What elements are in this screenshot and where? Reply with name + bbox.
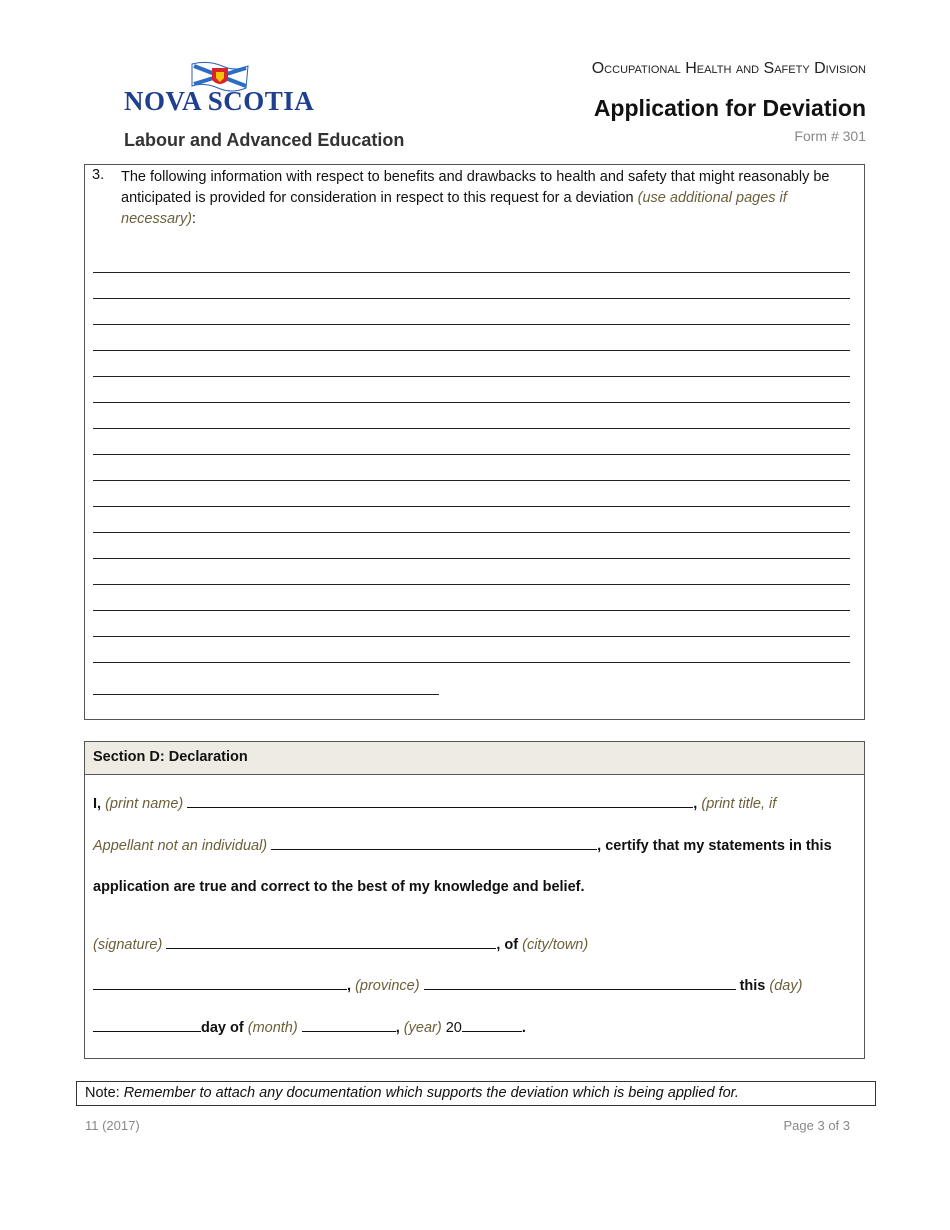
answer-line[interactable]	[93, 662, 850, 663]
answer-line[interactable]	[93, 272, 850, 273]
city-town-field[interactable]	[93, 977, 347, 990]
province-label: (province)	[355, 978, 420, 994]
answer-line[interactable]	[93, 506, 850, 507]
answer-line[interactable]	[93, 558, 850, 559]
answer-line[interactable]	[93, 480, 850, 481]
answer-line[interactable]	[93, 584, 850, 585]
declaration-row-6	[93, 1019, 526, 1036]
section-d-heading: Section D: Declaration	[85, 742, 864, 775]
answer-line[interactable]	[93, 428, 850, 429]
print-name-label: (print name)	[105, 796, 184, 812]
day-field[interactable]	[93, 1019, 201, 1032]
answer-line[interactable]	[93, 454, 850, 455]
logo	[124, 58, 405, 158]
month-field[interactable]	[302, 1019, 396, 1032]
day-label: (day)	[769, 978, 803, 994]
comma: ,	[693, 796, 698, 812]
note-text: Remember to attach any documentation which supports the deviation which is being applied for.	[123, 1085, 739, 1101]
question-body: The following information with respect to benefits and drawbacks to health and safety that might reasonably be anticipated is provided for consideration in respect to this request for a deviation	[121, 169, 830, 206]
form-number: Form # 301	[794, 128, 866, 144]
attachment-note	[76, 1081, 876, 1106]
signature-label: (signature)	[93, 937, 163, 953]
question-text	[121, 167, 841, 230]
question-colon: :	[191, 211, 196, 227]
answer-line[interactable]	[93, 610, 850, 611]
declaration-row-5	[93, 977, 802, 994]
declaration-row-2	[93, 837, 832, 854]
answer-line[interactable]	[93, 636, 850, 637]
month-label: (month)	[247, 1020, 298, 1036]
print-title-label: (print title, if	[701, 796, 777, 812]
of-text: , of	[496, 937, 519, 953]
print-name-field[interactable]	[187, 795, 693, 808]
footer-page-number: Page 3 of 3	[783, 1118, 850, 1133]
answer-line[interactable]	[93, 376, 850, 377]
province-field[interactable]	[424, 977, 736, 990]
period: .	[521, 1020, 526, 1036]
section-d-box	[84, 741, 865, 1059]
question-note: (use additional pages if necessary)	[121, 190, 787, 227]
page-title: Application for Deviation	[593, 95, 866, 121]
logo-text: NOVA SCOTIA	[124, 86, 315, 116]
question-number: 3.	[92, 167, 105, 183]
print-title-field[interactable]	[271, 837, 597, 850]
note-label: Note:	[85, 1085, 120, 1101]
signature-field[interactable]	[166, 936, 496, 949]
section-3-box	[84, 164, 865, 720]
answer-line[interactable]	[93, 324, 850, 325]
answer-line[interactable]	[93, 532, 850, 533]
answer-line[interactable]	[93, 350, 850, 351]
answer-line-short[interactable]	[93, 694, 439, 695]
comma-2: ,	[347, 978, 352, 994]
footer-revision: 11 (2017)	[85, 1118, 140, 1133]
appellant-label: Appellant not an individual)	[93, 838, 268, 854]
division-name: Occupational Health and Safety Division	[591, 60, 866, 77]
year-field[interactable]	[462, 1019, 522, 1032]
declaration-row-1	[93, 795, 776, 812]
this-text: this	[739, 978, 766, 994]
department-name: Labour and Advanced Education	[124, 130, 405, 150]
declaration-statement: application are true and correct to the best of my knowledge and belief.	[93, 879, 585, 895]
day-of-text: day of	[201, 1020, 244, 1036]
declaration-i: I,	[93, 796, 102, 812]
answer-line[interactable]	[93, 298, 850, 299]
year-label: (year)	[403, 1020, 442, 1036]
year-prefix: 20	[445, 1020, 462, 1036]
comma-3: ,	[395, 1020, 400, 1036]
city-town-label: (city/town)	[522, 937, 589, 953]
certify-text: , certify that my statements in this	[597, 838, 832, 854]
answer-line[interactable]	[93, 402, 850, 403]
declaration-row-4	[93, 936, 588, 953]
